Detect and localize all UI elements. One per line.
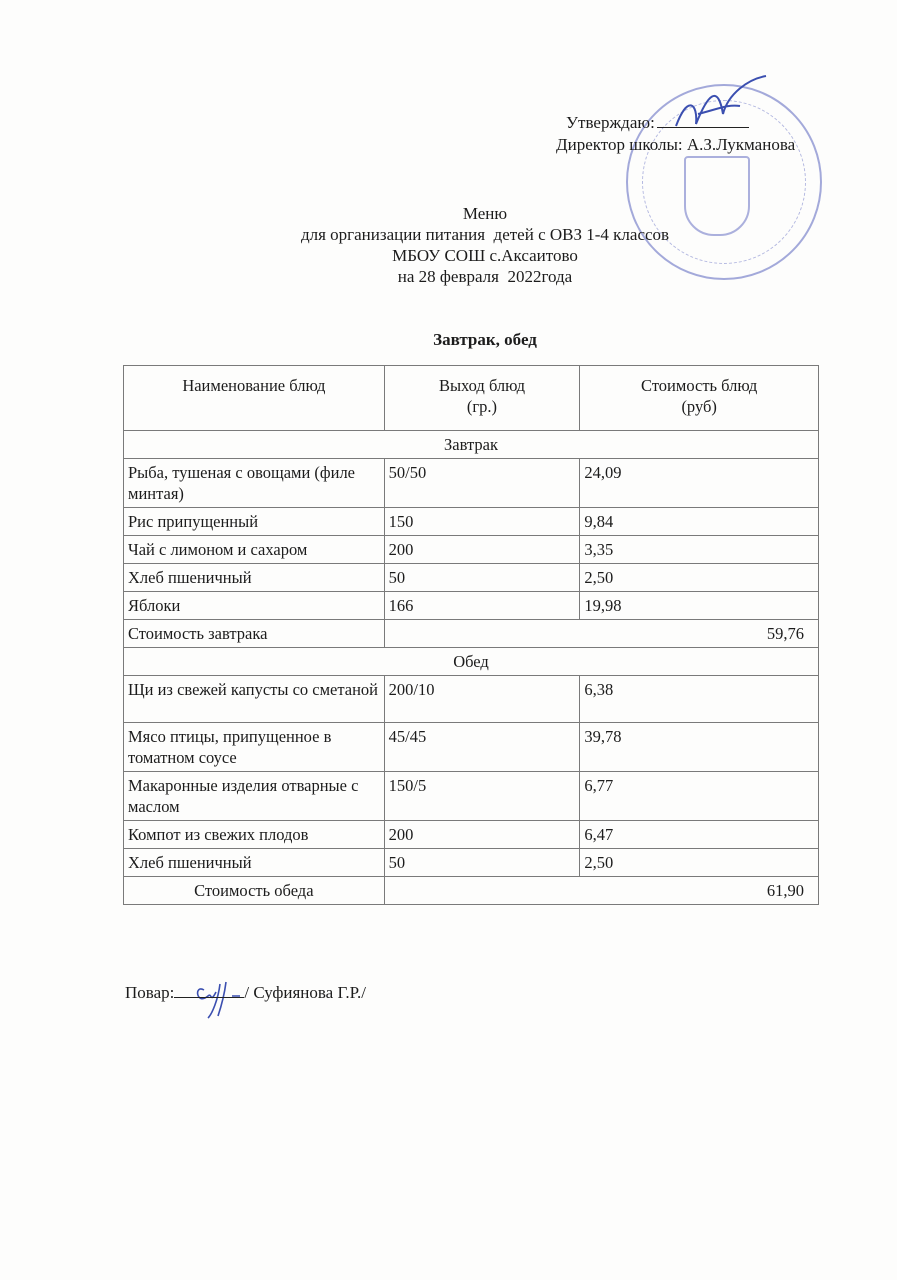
header-dish-name: Наименование блюд [124, 366, 385, 431]
dish-cost: 3,35 [580, 536, 819, 564]
dish-name: Рис припущенный [124, 508, 385, 536]
total-value: 59,76 [384, 620, 818, 648]
cook-name: / Суфиянова Г.Р./ [244, 983, 366, 1002]
dish-name: Хлеб пшеничный [124, 849, 385, 877]
director-label: Директор школы: [556, 135, 683, 154]
dish-name: Чай с лимоном и сахаром [124, 536, 385, 564]
dish-name: Компот из свежих плодов [124, 821, 385, 849]
header-cost: Стоимость блюд (руб) [580, 366, 819, 431]
menu-subtitle: Завтрак, обед [433, 330, 537, 349]
dish-yield: 50 [384, 849, 580, 877]
dish-cost: 19,98 [580, 592, 819, 620]
dish-cost: 9,84 [580, 508, 819, 536]
title-line-school: МБОУ СОШ с.Аксаитово [392, 246, 578, 265]
dish-name: Мясо птицы, припущенное в томатном соусе [124, 723, 385, 772]
breakfast-total-row [124, 620, 819, 648]
dish-name: Щи из свежей капусты со сметаной [124, 676, 385, 723]
cook-signature-block [125, 983, 366, 1003]
approve-label: Утверждаю: [566, 113, 655, 132]
table-row [124, 592, 819, 620]
menu-table [123, 365, 819, 905]
table-row [124, 849, 819, 877]
table-row [124, 723, 819, 772]
table-row [124, 821, 819, 849]
dish-name: Макаронные изделия отварные с маслом [124, 772, 385, 821]
table-row [124, 772, 819, 821]
dish-cost: 6,77 [580, 772, 819, 821]
section-header-breakfast: Завтрак [124, 431, 819, 459]
title-line-purpose: для организации питания детей с ОВЗ 1-4 классов [300, 225, 670, 244]
approval-block [556, 112, 795, 156]
total-label: Стоимость обеда [124, 877, 385, 905]
table-row [124, 676, 819, 723]
dish-yield: 166 [384, 592, 580, 620]
signature-line [657, 127, 749, 128]
dish-yield: 200 [384, 821, 580, 849]
table-row [124, 459, 819, 508]
dish-name: Яблоки [124, 592, 385, 620]
dish-yield: 50/50 [384, 459, 580, 508]
cook-label: Повар: [125, 983, 175, 1002]
dish-yield: 150/5 [384, 772, 580, 821]
table-row [124, 564, 819, 592]
dish-cost: 39,78 [580, 723, 819, 772]
table-row [124, 536, 819, 564]
lunch-total-row [124, 877, 819, 905]
total-label: Стоимость завтрака [124, 620, 385, 648]
dish-cost: 6,47 [580, 821, 819, 849]
dish-cost: 2,50 [580, 564, 819, 592]
dish-cost: 2,50 [580, 849, 819, 877]
director-name: А.З.Лукманова [686, 135, 796, 154]
table-header-row [124, 366, 819, 431]
table-row [124, 508, 819, 536]
dish-yield: 45/45 [384, 723, 580, 772]
section-header-lunch: Обед [124, 648, 819, 676]
signature-line [174, 997, 244, 998]
total-value: 61,90 [384, 877, 818, 905]
header-yield: Выход блюд (гр.) [384, 366, 580, 431]
title-line-date: на 28 февраля 2022года [397, 267, 573, 286]
dish-yield: 150 [384, 508, 580, 536]
dish-name: Хлеб пшеничный [124, 564, 385, 592]
document-title: Меню [462, 204, 508, 223]
document-title-block [200, 203, 770, 287]
dish-yield: 50 [384, 564, 580, 592]
dish-yield: 200/10 [384, 676, 580, 723]
dish-name: Рыба, тушеная с овощами (филе минтая) [124, 459, 385, 508]
dish-cost: 6,38 [580, 676, 819, 723]
dish-yield: 200 [384, 536, 580, 564]
dish-cost: 24,09 [580, 459, 819, 508]
